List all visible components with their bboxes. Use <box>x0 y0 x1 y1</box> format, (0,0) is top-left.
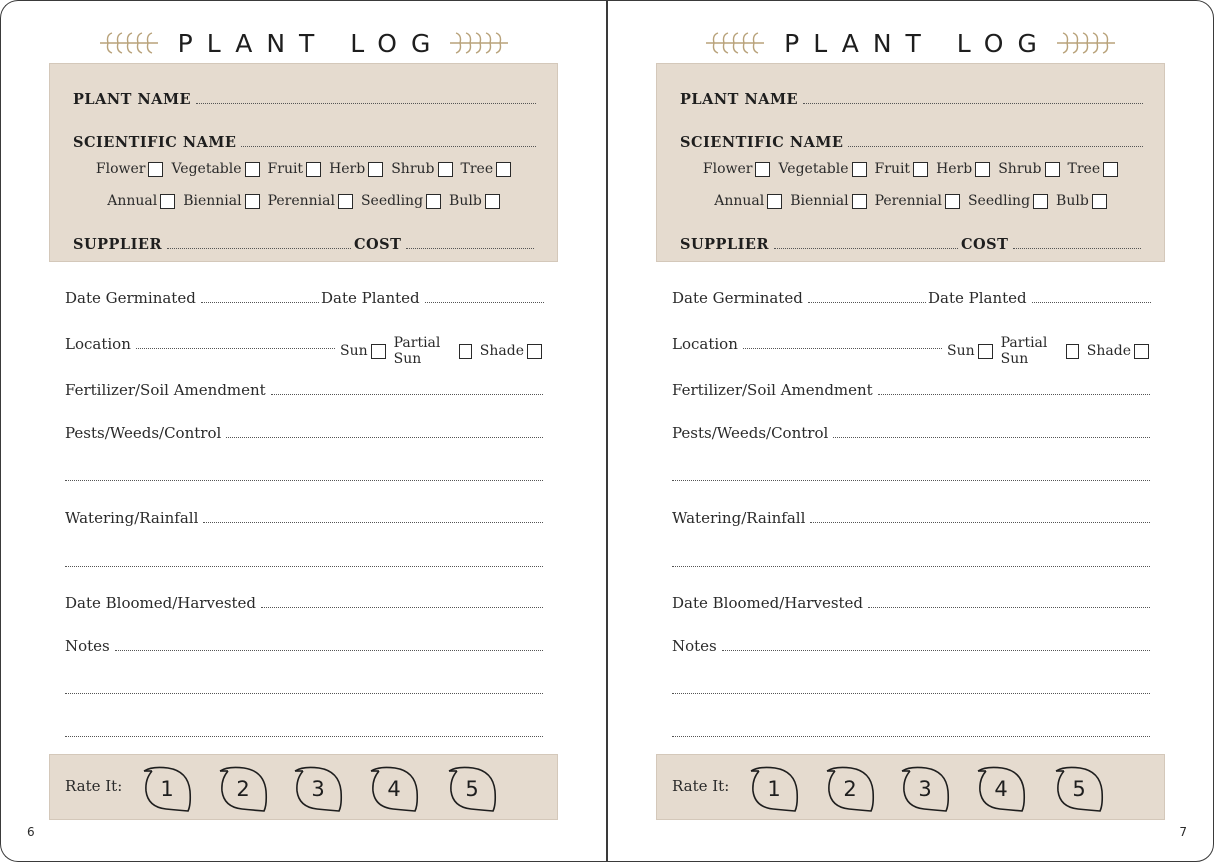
plant-name-field[interactable] <box>680 91 1143 108</box>
rating-leaf-1[interactable] <box>749 765 803 813</box>
supplier-line[interactable] <box>167 237 351 249</box>
watering-line[interactable] <box>203 513 543 523</box>
sprig-left-icon <box>98 30 160 56</box>
plant-info-panel <box>49 63 558 262</box>
checkbox[interactable] <box>338 194 353 209</box>
option-label: Perennial <box>874 193 942 209</box>
bloomed-label: Date Bloomed/Harvested <box>65 594 257 612</box>
rating-value: 5 <box>1072 777 1086 801</box>
rating-leaf-2[interactable] <box>218 765 272 813</box>
bloomed-line[interactable] <box>868 598 1150 608</box>
notes-extra-line-2[interactable] <box>672 736 1150 737</box>
cost-field[interactable] <box>961 236 1141 253</box>
bloomed-field[interactable] <box>65 594 543 612</box>
option-label: Vegetable <box>171 161 242 177</box>
option-label: Flower <box>95 161 146 177</box>
option-label: Tree <box>460 161 494 177</box>
option-bulb <box>449 193 500 209</box>
cost-line[interactable] <box>406 237 534 249</box>
option-label: Vegetable <box>778 161 849 177</box>
rating-value: 1 <box>767 777 781 801</box>
rating-value: 4 <box>387 777 401 801</box>
option-fruit <box>875 161 929 177</box>
option-label: Seedling <box>967 193 1031 209</box>
scientific-name-field[interactable] <box>680 134 1143 151</box>
supplier-field[interactable] <box>680 236 958 253</box>
option-fruit <box>268 161 322 177</box>
option-label: Biennial <box>183 193 242 209</box>
pests-label: Pests/Weeds/Control <box>65 424 222 442</box>
option-label: Tree <box>1067 161 1101 177</box>
cost-label: COST <box>961 236 1009 253</box>
checkbox[interactable] <box>368 162 383 177</box>
option-flower <box>703 161 771 177</box>
checkbox[interactable] <box>1066 344 1078 359</box>
sprig-right-icon <box>1055 30 1117 56</box>
rating-leaf-4[interactable] <box>369 765 423 813</box>
supplier-line[interactable] <box>774 237 958 249</box>
cost-label: COST <box>354 236 402 253</box>
option-label: Bulb <box>449 193 482 209</box>
watering-line[interactable] <box>810 513 1150 523</box>
checkbox[interactable] <box>496 162 511 177</box>
rating-leaf-3[interactable] <box>293 765 347 813</box>
notes-line[interactable] <box>115 641 543 651</box>
fertilizer-line[interactable] <box>271 385 543 395</box>
plant-type-options <box>50 161 557 177</box>
rating-leaf-4[interactable] <box>976 765 1030 813</box>
option-label: Shrub <box>998 161 1042 177</box>
plant-info-panel <box>656 63 1165 262</box>
checkbox[interactable] <box>852 194 867 209</box>
option-vegetable <box>778 161 866 177</box>
date-germinated-label: Date Germinated <box>672 289 803 307</box>
fertilizer-label: Fertilizer/Soil Amendment <box>65 381 266 399</box>
checkbox[interactable] <box>438 162 453 177</box>
checkbox[interactable] <box>527 344 542 359</box>
scientific-name-line[interactable] <box>848 135 1143 147</box>
notes-label: Notes <box>65 637 110 655</box>
watering-label: Watering/Rainfall <box>672 509 806 527</box>
page-title: PLANT LOG <box>177 28 445 58</box>
checkbox[interactable] <box>1092 194 1107 209</box>
checkbox[interactable] <box>852 162 867 177</box>
notes-label: Notes <box>672 637 717 655</box>
option-label: Annual <box>714 193 765 209</box>
plant-name-label: PLANT NAME <box>73 91 192 108</box>
option-label: Annual <box>107 193 158 209</box>
watering-label: Watering/Rainfall <box>65 509 199 527</box>
option-label: Bulb <box>1056 193 1089 209</box>
option-biennial <box>183 193 259 209</box>
rating-leaf-1[interactable] <box>142 765 196 813</box>
pests-field[interactable] <box>65 424 543 442</box>
option-label: Shade <box>479 343 524 359</box>
notes-extra-line-1[interactable] <box>65 693 543 694</box>
checkbox[interactable] <box>975 162 990 177</box>
plant-name-line[interactable] <box>196 92 536 104</box>
notes-field[interactable] <box>672 637 1150 655</box>
supplier-label: SUPPLIER <box>680 236 770 253</box>
rating-value: 4 <box>994 777 1008 801</box>
date-planted-field[interactable] <box>928 289 1151 307</box>
option-shrub <box>998 161 1059 177</box>
checkbox[interactable] <box>945 194 960 209</box>
option-label: Herb <box>329 161 366 177</box>
notes-extra-line-1[interactable] <box>672 693 1150 694</box>
checkbox[interactable] <box>1134 344 1149 359</box>
rating-value: 3 <box>311 777 325 801</box>
option-shade <box>480 343 542 359</box>
checkbox[interactable] <box>245 194 260 209</box>
checkbox[interactable] <box>371 344 386 359</box>
option-label: Partial Sun <box>1000 335 1048 367</box>
fertilizer-label: Fertilizer/Soil Amendment <box>672 381 873 399</box>
pests-extra-line[interactable] <box>672 480 1150 481</box>
location-line[interactable] <box>136 339 335 349</box>
checkbox[interactable] <box>160 194 175 209</box>
option-biennial <box>790 193 866 209</box>
option-label: Herb <box>936 161 973 177</box>
scientific-name-label: SCIENTIFIC NAME <box>680 134 844 151</box>
title-row <box>1 25 607 61</box>
plant-cycle-options <box>50 193 557 209</box>
right-page <box>607 0 1214 862</box>
pests-line[interactable] <box>226 428 543 438</box>
checkbox[interactable] <box>913 162 928 177</box>
location-label: Location <box>65 335 131 353</box>
watering-extra-line[interactable] <box>65 566 543 567</box>
option-sun <box>340 343 386 359</box>
plant-name-field[interactable] <box>73 91 536 108</box>
rating-value: 3 <box>918 777 932 801</box>
book-spine <box>606 0 607 862</box>
option-label: Seedling <box>360 193 424 209</box>
sun-options <box>943 335 1153 367</box>
date-germinated-label: Date Germinated <box>65 289 196 307</box>
option-herb <box>936 161 990 177</box>
option-label: Sun <box>947 343 975 359</box>
date-germinated-field[interactable] <box>65 289 319 307</box>
location-field[interactable] <box>672 335 942 353</box>
date-germinated-line[interactable] <box>201 293 319 303</box>
option-tree <box>1068 161 1119 177</box>
checkbox[interactable] <box>767 194 782 209</box>
option-flower <box>96 161 164 177</box>
checkbox[interactable] <box>485 194 500 209</box>
option-shade <box>1087 343 1149 359</box>
checkbox[interactable] <box>978 344 993 359</box>
option-label: Partial Sun <box>393 335 441 367</box>
option-partial-sun <box>394 335 472 367</box>
date-germinated-field[interactable] <box>672 289 926 307</box>
watering-field[interactable] <box>672 509 1150 527</box>
option-perennial <box>268 193 353 209</box>
notes-line[interactable] <box>722 641 1150 651</box>
date-planted-line[interactable] <box>1032 293 1151 303</box>
pests-field[interactable] <box>672 424 1150 442</box>
page-number: 6 <box>27 825 35 839</box>
sprig-left-icon <box>704 30 766 56</box>
rating-leaf-3[interactable] <box>900 765 954 813</box>
page-number: 7 <box>1179 825 1187 839</box>
supplier-field[interactable] <box>73 236 351 253</box>
option-label: Sun <box>340 343 368 359</box>
scientific-name-line[interactable] <box>241 135 536 147</box>
scientific-name-label: SCIENTIFIC NAME <box>73 134 237 151</box>
option-label: Flower <box>702 161 753 177</box>
option-seedling <box>361 193 441 209</box>
checkbox[interactable] <box>1033 194 1048 209</box>
date-planted-line[interactable] <box>425 293 544 303</box>
rating-value: 5 <box>465 777 479 801</box>
sprig-right-icon <box>448 30 510 56</box>
title-row <box>608 25 1213 61</box>
rating-leaf-5[interactable] <box>1054 765 1108 813</box>
plant-type-options <box>657 161 1164 177</box>
location-label: Location <box>672 335 738 353</box>
option-annual <box>107 193 175 209</box>
option-label: Shade <box>1086 343 1131 359</box>
rating-leaf-2[interactable] <box>825 765 879 813</box>
date-planted-field[interactable] <box>321 289 544 307</box>
sun-options <box>336 335 546 367</box>
fertilizer-field[interactable] <box>65 381 543 399</box>
option-label: Fruit <box>267 161 304 177</box>
scientific-name-field[interactable] <box>73 134 536 151</box>
checkbox[interactable] <box>306 162 321 177</box>
supplier-label: SUPPLIER <box>73 236 163 253</box>
checkbox[interactable] <box>148 162 163 177</box>
plant-name-line[interactable] <box>803 92 1143 104</box>
fertilizer-field[interactable] <box>672 381 1150 399</box>
watering-extra-line[interactable] <box>672 566 1150 567</box>
cost-field[interactable] <box>354 236 534 253</box>
bloomed-label: Date Bloomed/Harvested <box>672 594 864 612</box>
checkbox[interactable] <box>426 194 441 209</box>
option-vegetable <box>171 161 259 177</box>
page-title: PLANT LOG <box>784 28 1051 58</box>
rating-leaf-5[interactable] <box>447 765 501 813</box>
option-bulb <box>1056 193 1107 209</box>
option-tree <box>461 161 512 177</box>
option-sun <box>947 343 993 359</box>
option-herb <box>329 161 383 177</box>
option-seedling <box>968 193 1048 209</box>
checkbox[interactable] <box>755 162 770 177</box>
option-label: Fruit <box>874 161 911 177</box>
option-label: Shrub <box>391 161 435 177</box>
rating-panel <box>49 754 558 820</box>
rating-value: 2 <box>236 777 250 801</box>
plant-name-label: PLANT NAME <box>680 91 799 108</box>
date-planted-label: Date Planted <box>928 289 1027 307</box>
option-label: Biennial <box>790 193 849 209</box>
date-planted-label: Date Planted <box>321 289 420 307</box>
cost-line[interactable] <box>1013 237 1141 249</box>
location-field[interactable] <box>65 335 335 353</box>
notes-extra-line-2[interactable] <box>65 736 543 737</box>
watering-field[interactable] <box>65 509 543 527</box>
option-shrub <box>391 161 452 177</box>
rating-value: 1 <box>160 777 174 801</box>
plant-cycle-options <box>657 193 1164 209</box>
pests-line[interactable] <box>833 428 1150 438</box>
bloomed-field[interactable] <box>672 594 1150 612</box>
pests-extra-line[interactable] <box>65 480 543 481</box>
option-label: Perennial <box>267 193 335 209</box>
rating-value: 2 <box>843 777 857 801</box>
location-line[interactable] <box>743 339 942 349</box>
date-germinated-line[interactable] <box>808 293 926 303</box>
notes-field[interactable] <box>65 637 543 655</box>
option-annual <box>714 193 782 209</box>
bloomed-line[interactable] <box>261 598 543 608</box>
rate-label: Rate It: <box>672 777 730 795</box>
checkbox[interactable] <box>245 162 260 177</box>
checkbox[interactable] <box>1103 162 1118 177</box>
rate-label: Rate It: <box>65 777 123 795</box>
pests-label: Pests/Weeds/Control <box>672 424 829 442</box>
option-partial-sun <box>1001 335 1079 367</box>
checkbox[interactable] <box>459 344 471 359</box>
rating-panel <box>656 754 1165 820</box>
checkbox[interactable] <box>1045 162 1060 177</box>
option-perennial <box>875 193 960 209</box>
fertilizer-line[interactable] <box>878 385 1150 395</box>
